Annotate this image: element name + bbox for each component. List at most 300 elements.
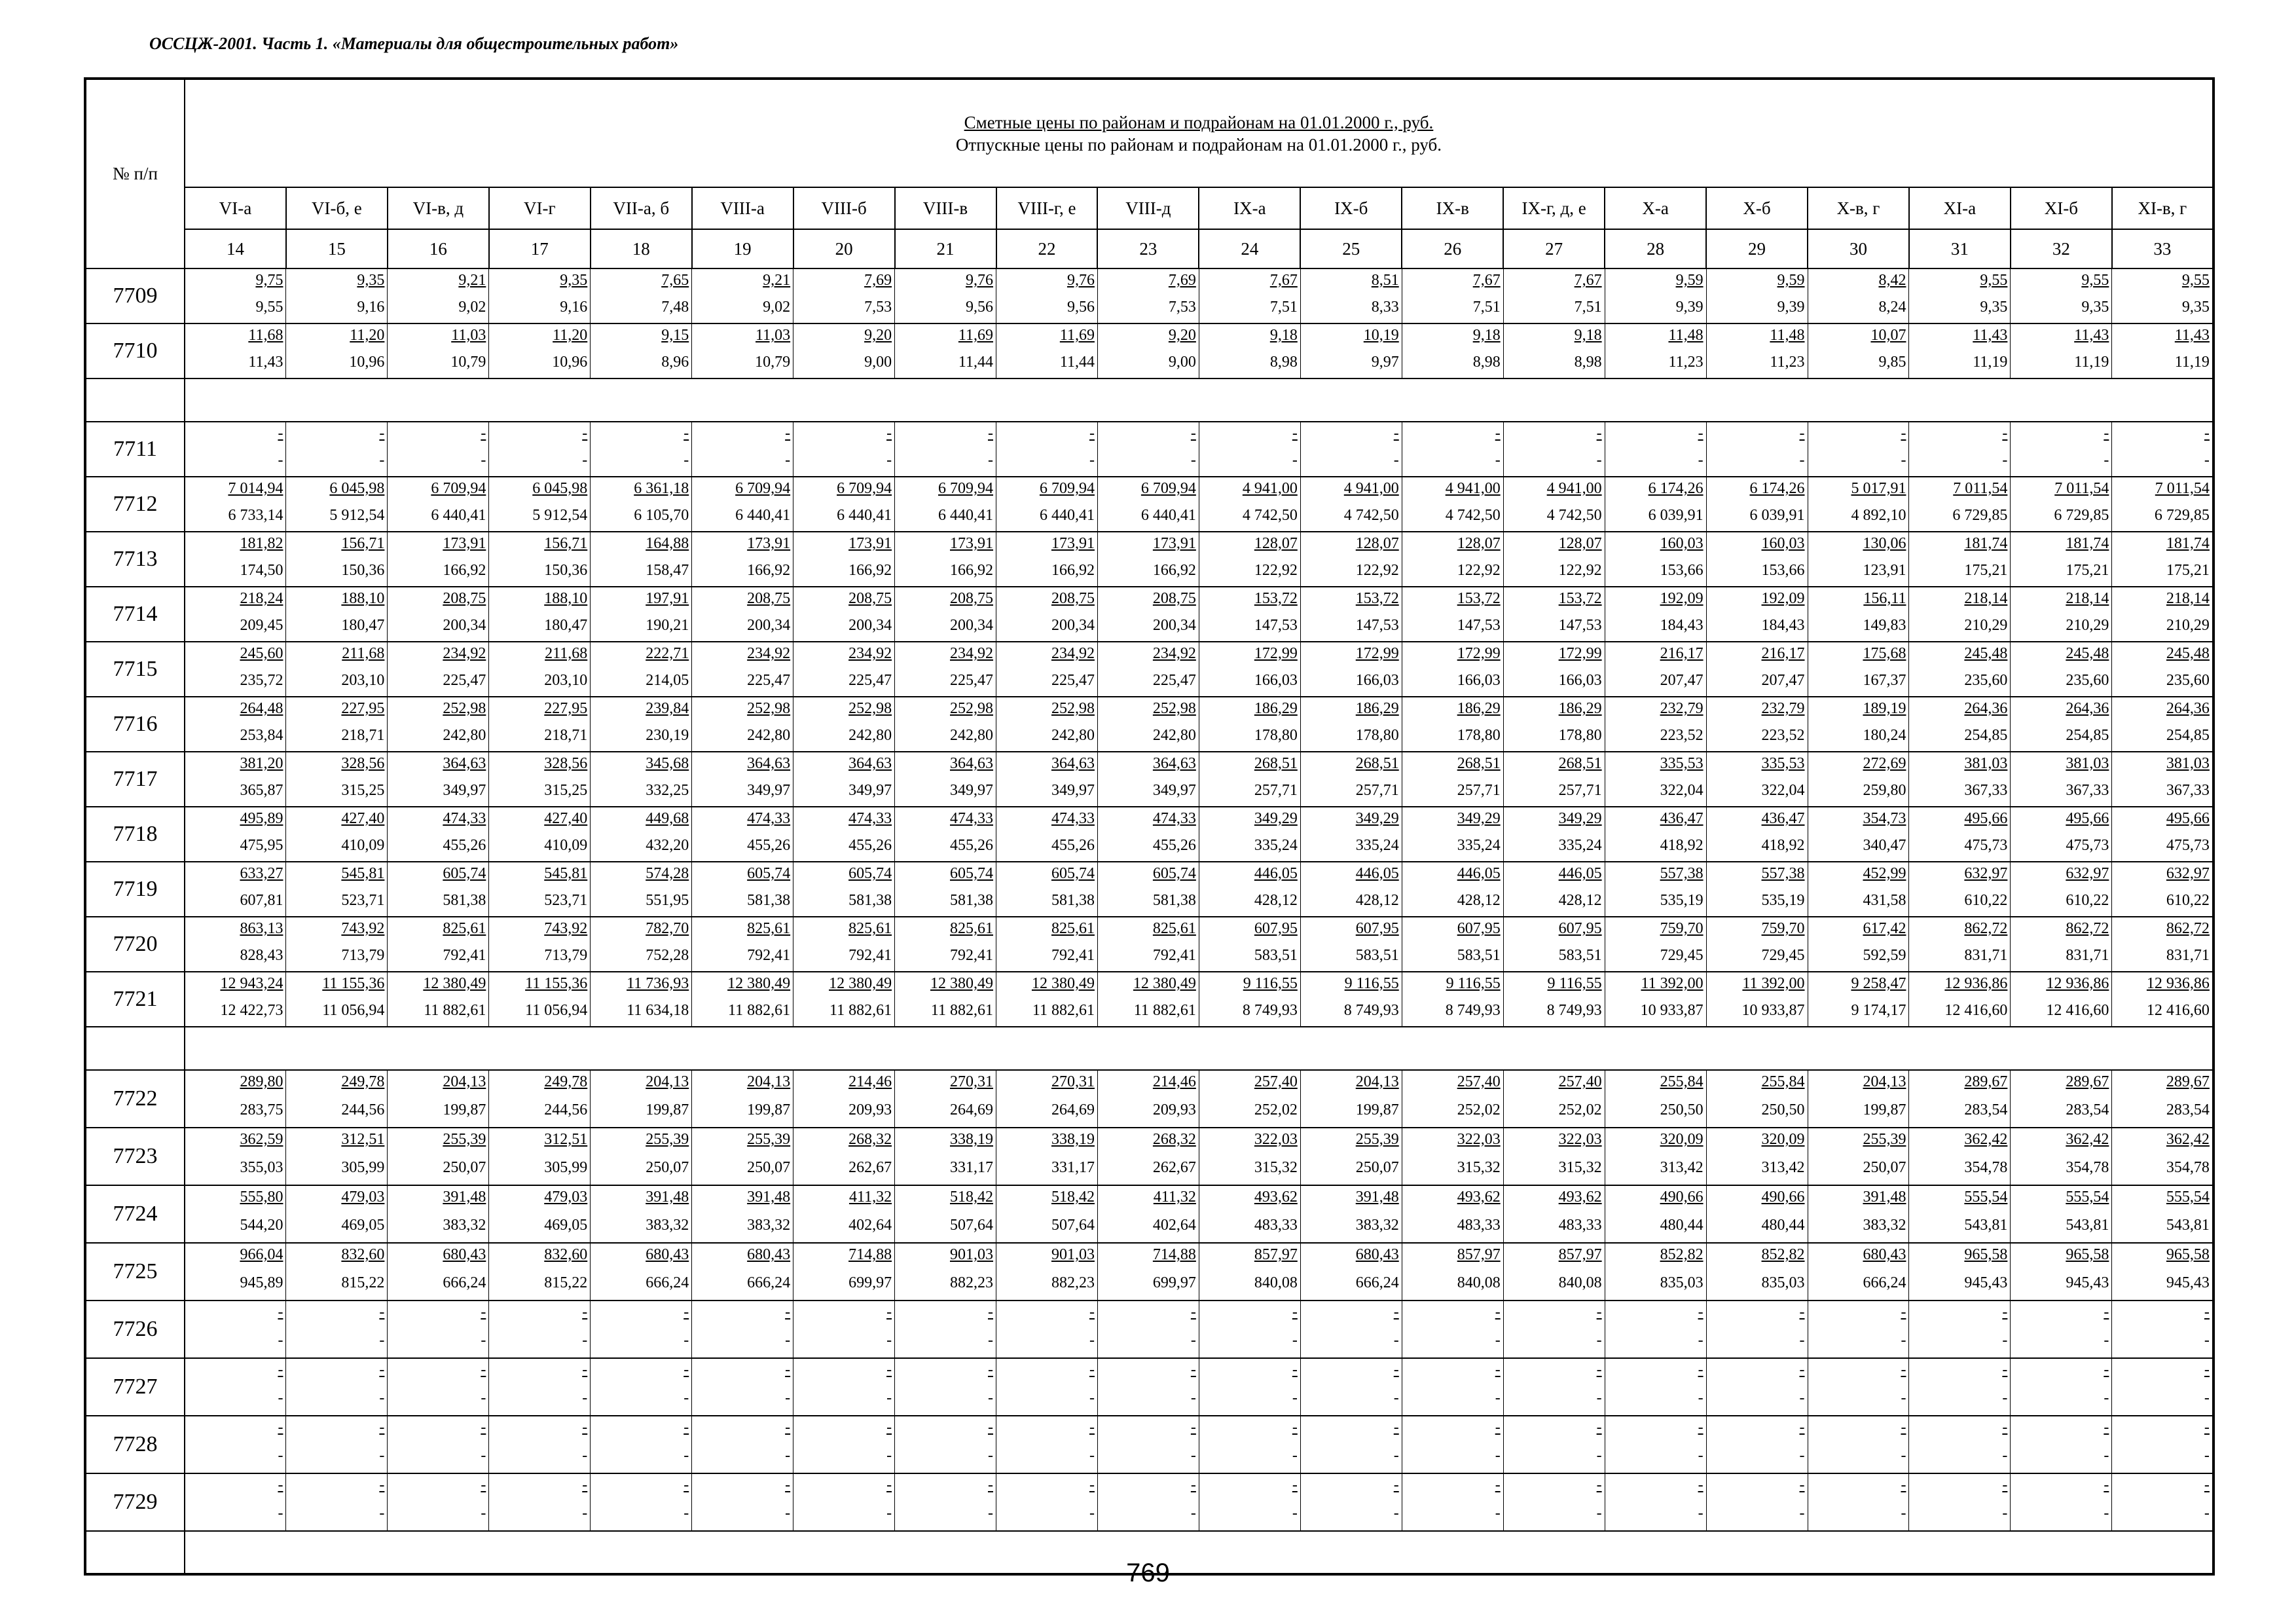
price-cell bbox=[1402, 862, 1503, 917]
estimated-price: 192,09 bbox=[1761, 590, 1805, 607]
price-cell-content bbox=[895, 1244, 996, 1300]
release-price: - bbox=[2002, 1390, 2008, 1407]
estimated-price-wrap bbox=[996, 324, 1097, 351]
price-cell-content bbox=[1909, 1301, 2010, 1357]
price-cell bbox=[1402, 807, 1503, 862]
estimated-price-wrap bbox=[1909, 477, 2010, 504]
price-cell-content bbox=[1504, 1416, 1605, 1473]
price-cell bbox=[1097, 752, 1199, 807]
price-cell bbox=[2112, 1243, 2214, 1301]
release-price: - bbox=[988, 1447, 993, 1464]
price-cell bbox=[996, 862, 1098, 917]
estimated-price: 605,74 bbox=[848, 865, 892, 882]
estimated-price-wrap bbox=[1909, 862, 2010, 889]
table-row bbox=[85, 917, 2214, 972]
estimated-price-wrap bbox=[996, 1244, 1097, 1272]
estimated-price-wrap bbox=[1098, 422, 1199, 449]
price-cell bbox=[1402, 642, 1503, 697]
price-cell-content bbox=[591, 1359, 691, 1415]
estimated-price: 8,42 bbox=[1878, 272, 1906, 289]
release-price: 10 933,87 bbox=[1741, 1002, 1805, 1019]
price-cell-content bbox=[1098, 1474, 1199, 1530]
release-price: 349,97 bbox=[747, 782, 791, 799]
release-price: 315,32 bbox=[1457, 1159, 1501, 1176]
price-cell-content bbox=[996, 1301, 1097, 1357]
price-cell bbox=[185, 323, 286, 378]
price-cell bbox=[793, 862, 895, 917]
price-cell-content bbox=[489, 752, 590, 806]
price-cell bbox=[388, 1070, 489, 1128]
estimated-price-wrap bbox=[388, 697, 488, 724]
estimated-price-wrap bbox=[996, 532, 1097, 559]
price-cell-content bbox=[1605, 1128, 1706, 1185]
release-price: 12 422,73 bbox=[220, 1002, 283, 1019]
estimated-price-wrap bbox=[1402, 1416, 1503, 1445]
estimated-price-wrap bbox=[692, 587, 793, 614]
release-price: 507,64 bbox=[1051, 1217, 1095, 1234]
price-cell bbox=[185, 917, 286, 972]
release-price: 9,56 bbox=[1066, 299, 1095, 316]
price-cell-content bbox=[1402, 642, 1503, 696]
release-price: 483,33 bbox=[1457, 1217, 1501, 1234]
price-cell bbox=[185, 1358, 286, 1416]
estimated-price-wrap bbox=[1707, 1128, 1808, 1156]
estimated-price: 218,14 bbox=[2166, 590, 2210, 607]
estimated-price-wrap bbox=[1808, 422, 1909, 449]
estimated-price-wrap bbox=[793, 1244, 894, 1272]
estimated-price-wrap bbox=[185, 1474, 285, 1502]
price-cell-content bbox=[895, 269, 996, 323]
estimated-price-wrap bbox=[1098, 1244, 1199, 1272]
estimated-price-wrap bbox=[1605, 1301, 1706, 1329]
price-cell-content bbox=[1098, 1301, 1199, 1357]
release-price: - bbox=[1901, 1390, 1906, 1407]
release-price: - bbox=[1901, 452, 1906, 469]
price-cell-content bbox=[2112, 1359, 2212, 1415]
column-number: 29 bbox=[1706, 229, 1808, 268]
page-number: 769 bbox=[1126, 1559, 1170, 1587]
price-cell bbox=[185, 1473, 286, 1531]
estimated-price: 9,18 bbox=[1269, 327, 1298, 344]
price-cell bbox=[286, 532, 388, 587]
price-cell-content bbox=[388, 862, 488, 916]
estimated-price: 9,35 bbox=[357, 272, 385, 289]
estimated-price: 490,66 bbox=[1660, 1189, 1704, 1206]
price-cell bbox=[1909, 477, 2011, 532]
price-cell bbox=[1402, 1128, 1503, 1185]
estimated-price: 255,39 bbox=[646, 1131, 689, 1148]
price-cell-content bbox=[895, 1359, 996, 1415]
release-price: - bbox=[1190, 1332, 1196, 1349]
price-cell-content bbox=[286, 697, 387, 751]
price-cell-content bbox=[185, 1244, 285, 1300]
estimated-price: 172,99 bbox=[1355, 645, 1399, 662]
price-cell bbox=[895, 917, 996, 972]
estimated-price: 186,29 bbox=[1254, 700, 1298, 717]
release-price: - bbox=[379, 1447, 385, 1464]
price-cell bbox=[895, 587, 996, 642]
price-cell-content bbox=[996, 642, 1097, 696]
estimated-price-wrap bbox=[2112, 972, 2212, 999]
estimated-price-wrap bbox=[1504, 1474, 1605, 1502]
table-row bbox=[85, 1070, 2214, 1128]
price-cell bbox=[1503, 642, 1605, 697]
estimated-price-wrap bbox=[1605, 532, 1706, 559]
price-cell-content bbox=[286, 1474, 387, 1530]
release-price: 305,99 bbox=[341, 1159, 385, 1176]
price-cell-content bbox=[793, 532, 894, 586]
release-price: 322,04 bbox=[1761, 782, 1805, 799]
price-cell bbox=[1706, 1416, 1808, 1473]
price-cell-content bbox=[286, 477, 387, 531]
price-cell bbox=[1808, 587, 1909, 642]
estimated-price: - bbox=[2104, 1361, 2109, 1378]
price-cell bbox=[1909, 1185, 2011, 1243]
column-header: IX-г, д, е bbox=[1503, 187, 1605, 229]
price-cell bbox=[1909, 1070, 2011, 1128]
estimated-price: - bbox=[2104, 425, 2109, 442]
release-price: 11,19 bbox=[2174, 354, 2210, 371]
estimated-price-wrap bbox=[1707, 752, 1808, 779]
release-price: 480,44 bbox=[1660, 1217, 1704, 1234]
column-number: 14 bbox=[185, 229, 286, 268]
release-price: - bbox=[582, 1332, 588, 1349]
price-cell bbox=[185, 422, 286, 477]
release-price: - bbox=[1089, 1505, 1095, 1522]
release-price: 209,93 bbox=[848, 1101, 892, 1118]
release-price: 592,59 bbox=[1863, 947, 1906, 964]
release-price: - bbox=[1698, 452, 1704, 469]
release-price: 122,92 bbox=[1355, 562, 1399, 579]
estimated-price: 268,51 bbox=[1254, 755, 1298, 772]
estimated-price-wrap bbox=[2112, 532, 2212, 559]
release-price: 4 892,10 bbox=[1851, 507, 1906, 524]
estimated-price-wrap bbox=[489, 587, 590, 614]
estimated-price: - bbox=[1393, 1361, 1399, 1378]
estimated-price-wrap bbox=[1909, 917, 2010, 944]
estimated-price: 490,66 bbox=[1761, 1189, 1805, 1206]
price-cell bbox=[1909, 422, 2011, 477]
estimated-price-wrap bbox=[1808, 1416, 1909, 1445]
estimated-price-wrap bbox=[895, 642, 996, 669]
price-cell bbox=[286, 268, 388, 323]
price-cell-content bbox=[692, 587, 793, 641]
price-cell bbox=[1909, 1243, 2011, 1301]
price-cell-content bbox=[1707, 917, 1808, 971]
estimated-price: 782,70 bbox=[646, 920, 689, 937]
estimated-price: 12 380,49 bbox=[727, 975, 791, 992]
estimated-price-wrap bbox=[591, 1071, 691, 1099]
price-cell bbox=[185, 752, 286, 807]
price-cell bbox=[388, 972, 489, 1027]
row-number: 7719 bbox=[85, 862, 185, 917]
estimated-price-wrap bbox=[1098, 532, 1199, 559]
estimated-price: 322,03 bbox=[1457, 1131, 1501, 1148]
price-cell-content bbox=[1909, 917, 2010, 971]
price-cell-content bbox=[1605, 1474, 1706, 1530]
release-price: 428,12 bbox=[1457, 892, 1501, 909]
estimated-price: - bbox=[1596, 425, 1602, 442]
release-price: 8 749,93 bbox=[1242, 1002, 1298, 1019]
price-cell bbox=[489, 807, 591, 862]
price-cell-content bbox=[1504, 642, 1605, 696]
release-price: 815,22 bbox=[544, 1274, 588, 1291]
release-price: 250,07 bbox=[443, 1159, 486, 1176]
price-cell-content bbox=[1301, 587, 1402, 641]
price-cell bbox=[692, 1358, 793, 1416]
price-cell bbox=[1808, 268, 1909, 323]
estimated-price: 349,29 bbox=[1558, 810, 1602, 827]
estimated-price-wrap bbox=[591, 477, 691, 504]
price-cell bbox=[2112, 587, 2214, 642]
price-cell bbox=[895, 1301, 996, 1358]
release-price: 11 056,94 bbox=[322, 1002, 385, 1019]
estimated-price-wrap bbox=[895, 862, 996, 889]
estimated-price: 474,33 bbox=[443, 810, 486, 827]
price-cell bbox=[2112, 1473, 2214, 1531]
price-cell-content bbox=[591, 972, 691, 1026]
price-cell-content bbox=[1605, 587, 1706, 641]
estimated-price-wrap bbox=[1707, 972, 1808, 999]
price-cell bbox=[1300, 752, 1402, 807]
estimated-price-wrap bbox=[489, 1071, 590, 1099]
document-header: ОССЦЖ-2001. Часть 1. «Материалы для общестроительных работ» bbox=[149, 34, 679, 53]
release-price: 581,38 bbox=[747, 892, 791, 909]
price-cell bbox=[1503, 1301, 1605, 1358]
price-cell-content bbox=[1707, 1244, 1808, 1300]
price-cell-content bbox=[1098, 1416, 1199, 1473]
estimated-price-wrap bbox=[692, 1186, 793, 1214]
price-cell bbox=[1605, 1128, 1706, 1185]
release-price: 6 039,91 bbox=[1749, 507, 1805, 524]
estimated-price-wrap bbox=[2112, 642, 2212, 669]
release-price: 9,55 bbox=[255, 299, 283, 316]
price-cell bbox=[1503, 1185, 1605, 1243]
estimated-price-wrap bbox=[895, 917, 996, 944]
release-price: - bbox=[1901, 1505, 1906, 1522]
price-cell-content bbox=[2112, 587, 2212, 641]
estimated-price: 6 709,94 bbox=[735, 480, 791, 497]
price-cell-content bbox=[1808, 697, 1909, 751]
estimated-price: 474,33 bbox=[747, 810, 791, 827]
estimated-price-wrap bbox=[489, 697, 590, 724]
release-price: 752,28 bbox=[646, 947, 689, 964]
price-cell bbox=[185, 807, 286, 862]
release-price: 535,19 bbox=[1761, 892, 1805, 909]
price-cell-content bbox=[2112, 752, 2212, 806]
price-cell-content bbox=[1504, 422, 1605, 476]
price-cell-content bbox=[185, 862, 285, 916]
release-price: 200,34 bbox=[848, 617, 892, 634]
estimated-price-wrap bbox=[1909, 324, 2010, 351]
price-cell bbox=[591, 422, 692, 477]
release-price: 6 440,41 bbox=[837, 507, 892, 524]
price-cell bbox=[793, 477, 895, 532]
release-price: 174,50 bbox=[240, 562, 283, 579]
estimated-price-wrap bbox=[1301, 807, 1402, 834]
release-price: - bbox=[1089, 1390, 1095, 1407]
row-number: 7722 bbox=[85, 1070, 185, 1128]
price-cell bbox=[286, 1473, 388, 1531]
estimated-price-wrap bbox=[2011, 1244, 2111, 1272]
price-cell bbox=[1199, 1416, 1300, 1473]
release-price: 815,22 bbox=[341, 1274, 385, 1291]
row-number: 7723 bbox=[85, 1128, 185, 1185]
release-price: 315,32 bbox=[1558, 1159, 1602, 1176]
estimated-price-wrap bbox=[2112, 477, 2212, 504]
price-cell-content bbox=[1199, 752, 1300, 806]
release-price: 11,19 bbox=[2074, 354, 2109, 371]
price-cell bbox=[692, 323, 793, 378]
price-cell bbox=[388, 697, 489, 752]
estimated-price: - bbox=[785, 1419, 791, 1436]
release-price: 235,60 bbox=[1964, 672, 2008, 689]
price-cell bbox=[895, 642, 996, 697]
estimated-price: - bbox=[1190, 1361, 1196, 1378]
estimated-price: - bbox=[683, 1419, 689, 1436]
release-price: 253,84 bbox=[240, 727, 283, 744]
estimated-price: 234,92 bbox=[950, 645, 993, 662]
price-cell-content bbox=[1504, 1071, 1605, 1127]
estimated-price-wrap bbox=[1707, 642, 1808, 669]
price-cell bbox=[2011, 1128, 2112, 1185]
estimated-price: 188,10 bbox=[544, 590, 588, 607]
release-price: 250,07 bbox=[1355, 1159, 1399, 1176]
price-cell bbox=[591, 752, 692, 807]
estimated-price-wrap bbox=[1707, 862, 1808, 889]
release-price: 12 416,60 bbox=[2146, 1002, 2210, 1019]
release-price: - bbox=[379, 1332, 385, 1349]
estimated-price: 164,88 bbox=[646, 535, 689, 552]
price-cell-content bbox=[1301, 807, 1402, 861]
release-price: 305,99 bbox=[544, 1159, 588, 1176]
table-row bbox=[85, 1185, 2214, 1243]
price-cell-content bbox=[996, 862, 1097, 916]
price-cell-content bbox=[2112, 1071, 2212, 1127]
price-cell-content bbox=[591, 1128, 691, 1185]
estimated-price: 965,58 bbox=[2166, 1246, 2210, 1263]
estimated-price: 128,07 bbox=[1558, 535, 1602, 552]
price-cell-content bbox=[388, 1359, 488, 1415]
price-cell-content bbox=[1199, 422, 1300, 476]
estimated-price-wrap bbox=[1605, 697, 1706, 724]
release-price: 225,47 bbox=[848, 672, 892, 689]
estimated-price: 832,60 bbox=[544, 1246, 588, 1263]
price-cell bbox=[793, 1128, 895, 1185]
price-cell bbox=[591, 268, 692, 323]
estimated-price: 264,36 bbox=[2166, 700, 2210, 717]
release-price: 250,50 bbox=[1660, 1101, 1704, 1118]
price-cell bbox=[1402, 1473, 1503, 1531]
price-cell-content bbox=[1402, 269, 1503, 323]
price-cell-content bbox=[1808, 1359, 1909, 1415]
price-cell-content bbox=[2112, 477, 2212, 531]
estimated-price-wrap bbox=[591, 422, 691, 449]
release-price: 262,67 bbox=[848, 1159, 892, 1176]
release-price: 383,32 bbox=[646, 1217, 689, 1234]
estimated-price: 857,97 bbox=[1254, 1246, 1298, 1263]
estimated-price: 153,72 bbox=[1355, 590, 1399, 607]
estimated-price: - bbox=[1089, 1304, 1095, 1321]
release-price: 4 742,50 bbox=[1546, 507, 1602, 524]
price-cell-content bbox=[996, 1359, 1097, 1415]
estimated-price: 181,74 bbox=[2166, 535, 2210, 552]
estimated-price-wrap bbox=[1909, 697, 2010, 724]
price-cell-content bbox=[793, 1416, 894, 1473]
release-price: 9,02 bbox=[763, 299, 791, 316]
estimated-price-wrap bbox=[996, 752, 1097, 779]
release-price: 259,80 bbox=[1863, 782, 1906, 799]
release-price: 945,89 bbox=[240, 1274, 283, 1291]
row-number: 7729 bbox=[85, 1473, 185, 1531]
estimated-price: 268,51 bbox=[1558, 755, 1602, 772]
estimated-price-wrap bbox=[286, 1416, 387, 1445]
estimated-price: 181,82 bbox=[240, 535, 283, 552]
price-cell-content bbox=[286, 1244, 387, 1300]
price-cell bbox=[489, 1128, 591, 1185]
price-cell bbox=[1909, 807, 2011, 862]
estimated-price-wrap bbox=[2112, 697, 2212, 724]
estimated-price-wrap bbox=[2112, 1301, 2212, 1329]
price-cell-content bbox=[895, 862, 996, 916]
release-price: - bbox=[988, 1505, 993, 1522]
price-cell bbox=[1300, 1243, 1402, 1301]
price-cell bbox=[286, 862, 388, 917]
price-cell-content bbox=[1402, 862, 1503, 916]
price-cell bbox=[1706, 1473, 1808, 1531]
estimated-price-wrap bbox=[185, 862, 285, 889]
estimated-price-wrap bbox=[388, 1359, 488, 1387]
release-price: 455,26 bbox=[950, 837, 993, 854]
release-price: 166,03 bbox=[1558, 672, 1602, 689]
estimated-price: 289,67 bbox=[2166, 1073, 2210, 1090]
price-cell bbox=[1503, 917, 1605, 972]
price-cell-content bbox=[2011, 807, 2111, 861]
price-cell-content bbox=[1504, 1474, 1605, 1530]
estimated-price-wrap bbox=[1402, 1474, 1503, 1502]
estimated-price: - bbox=[2204, 1477, 2210, 1494]
price-cell-content bbox=[388, 587, 488, 641]
price-cell-content bbox=[591, 1416, 691, 1473]
estimated-price: 607,95 bbox=[1254, 920, 1298, 937]
price-cell bbox=[2011, 1070, 2112, 1128]
estimated-price: - bbox=[1495, 1304, 1501, 1321]
price-cell bbox=[996, 1243, 1098, 1301]
price-cell-content bbox=[1402, 807, 1503, 861]
estimated-price-wrap bbox=[2112, 807, 2212, 834]
release-price: 402,64 bbox=[848, 1217, 892, 1234]
price-cell-content bbox=[388, 1128, 488, 1185]
estimated-price-wrap bbox=[388, 1244, 488, 1272]
price-cell-content bbox=[1098, 1071, 1199, 1127]
release-price: - bbox=[1596, 452, 1602, 469]
price-cell-content bbox=[1605, 972, 1706, 1026]
row-number: 7711 bbox=[85, 422, 185, 477]
estimated-price-wrap bbox=[1098, 972, 1199, 999]
estimated-price-wrap bbox=[793, 1416, 894, 1445]
estimated-price-wrap bbox=[1707, 422, 1808, 449]
table-row bbox=[85, 587, 2214, 642]
estimated-price-wrap bbox=[2112, 422, 2212, 449]
price-cell bbox=[1097, 697, 1199, 752]
price-cell-content bbox=[1605, 1244, 1706, 1300]
release-price: 264,69 bbox=[1051, 1101, 1095, 1118]
estimated-price-wrap bbox=[185, 807, 285, 834]
estimated-price: 9,35 bbox=[560, 272, 588, 289]
price-cell-content bbox=[1504, 1359, 1605, 1415]
release-price: 199,87 bbox=[646, 1101, 689, 1118]
price-cell bbox=[1706, 697, 1808, 752]
